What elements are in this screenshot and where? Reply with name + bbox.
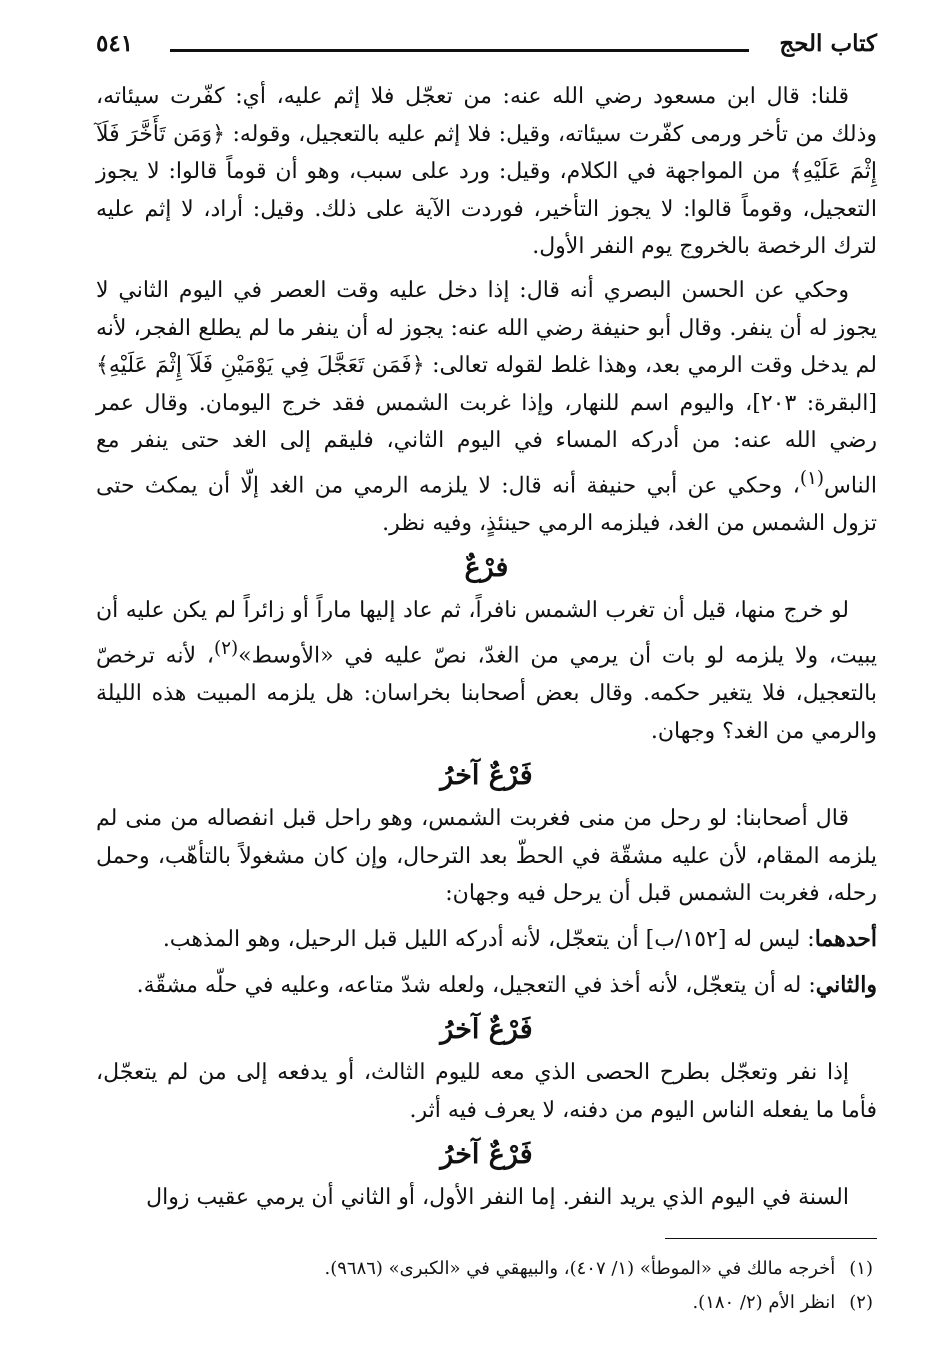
section-heading-1: فرْعٌ (464, 552, 509, 584)
footnote-ref-2: (٢) (213, 638, 239, 660)
footnote-2-text: انظر الأم (٢/ ١٨٠). (692, 1292, 836, 1313)
footnote-rule (665, 1238, 877, 1239)
paragraph-1: قلنا: قال ابن مسعود رضي الله عنه: من تعجّل فلا إثم عليه، أي: كفّرت سيئاته، وذلك من تأخر ورمى كفّرت سيئاته، وقيل: فلا إثم عليه بالتعجيل، وقوله: ﴿وَمَن تَأَخَّرَ فَلَآ إِثْمَ عَلَيْهِ﴾ من المواجهة في الكلام، وقيل: ورد على سبب، وهو أن قوماً قالوا: لا يجوز التعجيل، وقوماً قالوا: لا يجوز التأخير، فوردت الآية على ذلك. وقيل: أراد، لا إثم عليه لترك الرخصة بالخروج يوم النفر الأول. (96, 84, 877, 260)
section-heading-3: فَرْعٌ آخرُ (440, 1014, 533, 1046)
paragraph-6 (96, 967, 877, 1005)
section-heading-4: فَرْعٌ آخرُ (440, 1139, 533, 1171)
paragraph-5-lead: أحدهما (814, 925, 877, 952)
footnote-1-number: (١) (849, 1258, 873, 1279)
footnote-ref-1: (١) (799, 467, 824, 489)
section-heading-2: فَرْعٌ آخرُ (440, 760, 533, 792)
footnotes (96, 1252, 873, 1320)
footnote-2-number: (٢) (849, 1292, 873, 1313)
running-head (96, 28, 877, 62)
footnote-1 (96, 1252, 873, 1286)
footnote-1-text: أخرجه مالك في «الموطأ» (١/ ٤٠٧)، والبيهقي في «الكبرى» (٩٦٨٦). (324, 1258, 836, 1279)
book-title: كتاب الحج (779, 30, 877, 57)
paragraph-3 (96, 592, 877, 750)
paragraph-5 (96, 921, 877, 959)
paragraph-6-text: : له أن يتعجّل، لأنه أخذ في التعجيل، ولعله شدّ متاعه، وعليه في حلّه مشقّة. (136, 972, 816, 998)
paragraph-6-lead: والثاني (815, 971, 877, 998)
paragraph-4: قال أصحابنا: لو رحل من منى فغربت الشمس، وهو راحل قبل انفصاله من منى لم يلزمه المقام، لأن عليه مشقّة في الحطّ بعد الترحال، وإن كان مشغولاً بالتأهّب، وحمل رحله، فغربت الشمس قبل أن يرحل فيه وجهان: (96, 806, 877, 907)
header-rule (170, 49, 749, 52)
paragraph-2-part-a: وحكي عن الحسن البصري أنه قال: إذا دخل عليه وقت العصر في اليوم الثاني لا يجوز له أن ينفر. وقال أبو حنيفة رضي الله عنه: يجوز له أن ينفر ما لم يطلع الفجر، لأنه لم يدخل وقت الرمي بعد، وهذا غلط لقوله تعالى: ﴿فَمَن تَعَجَّلَ فِي يَوْمَيْنِ فَلَآ إِثْمَ عَلَيْهِ﴾ [البقرة: ٢٠٣]، واليوم اسم للنهار، وإذا غربت الشمس فقد خرج اليومان. وقال عمر رضي الله عنه: من أدركه المساء في اليوم الثاني، فليقم إلى الغد حتى ينفر مع الناس (96, 277, 877, 499)
main-text (96, 78, 877, 1217)
paragraph-3-part-a: لو خرج منها، قيل أن تغرب الشمس نافراً، ثم عاد إليها ماراً أو زائراً لم يكن عليه أن يبيت، ولا يلزمه لو بات أن يرمي من الغدّ، نصّ عليه في «الأوسط» (96, 598, 877, 669)
paragraph-5-text: : ليس له [١٥٢/ب] أن يتعجّل، لأنه أدركه الليل قبل الرحيل، وهو المذهب. (162, 926, 815, 952)
page-number: ٥٤١ (96, 30, 134, 57)
paragraph-2 (96, 272, 877, 542)
paragraph-2-part-b: ، وحكي عن أبي حنيفة أنه قال: لا يلزمه الرمي من الغد إلّا أن يمكث حتى تزول الشمس من الغد، فيلزمه الرمي حينئذٍ، وفيه نظر. (96, 473, 877, 536)
footnote-2 (96, 1286, 873, 1320)
paragraph-7: إذا نفر وتعجّل بطرح الحصى الذي معه لليوم الثالث، أو يدفعه إلى من لم يتعجّل، فأما ما يفعله الناس اليوم من دفنه، لا يعرف فيه أثر. (96, 1060, 877, 1123)
paragraph-8: السنة في اليوم الذي يريد النفر. إما النفر الأول، أو الثاني أن يرمي عقيب زوال (146, 1185, 849, 1211)
paragraph-3-part-b: ، لأنه ترخصّ بالتعجيل، فلا يتغير حكمه. وقال بعض أصحابنا بخراسان: هل يلزمه المبيت هذه الليلة والرمي من الغد؟ وجهان. (96, 643, 877, 744)
